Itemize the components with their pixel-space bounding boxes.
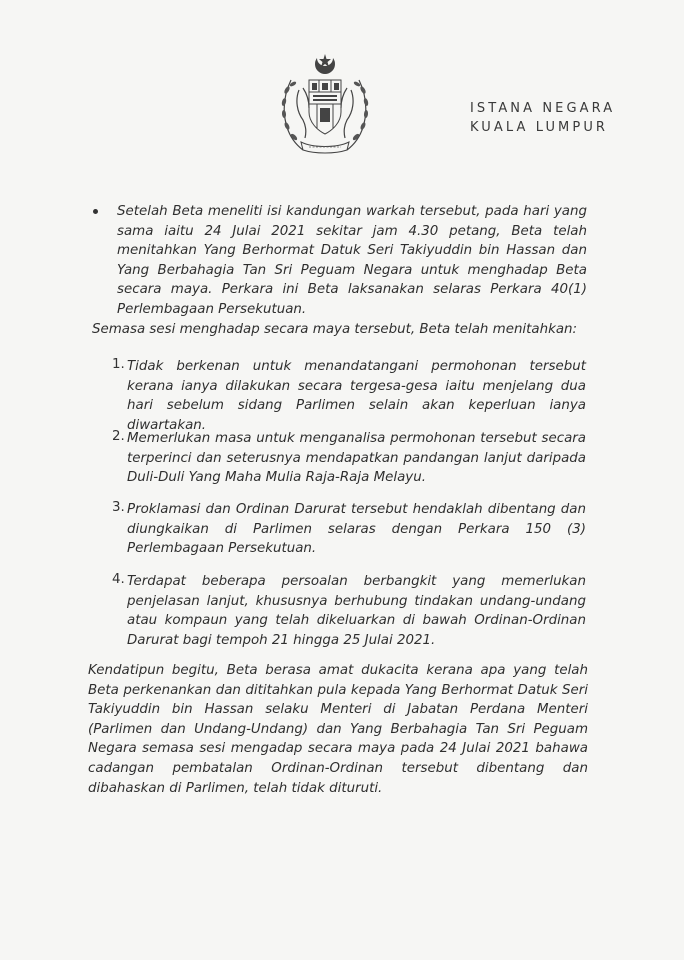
list-item-text: Terdapat beberapa persoalan berbangkit yang memerlukan penjelasan lanjut, khususnya berhubung tindakan undang-undang atau kompaun yang telah dikeluarkan di bawah Ordinan-Ordinan Darurat bagi tempoh 21 hingga 25 Julai 2021.	[127, 574, 586, 648]
list-item-number: 3.	[112, 500, 125, 515]
closing-paragraph: Kendatipun begitu, Beta berasa amat dukacita kerana apa yang telah Beta perkenankan dan dititahkan pula kepada Yang Berhormat Datuk Seri Takiyuddin bin Hassan selaku Menteri di Jabatan Perdana Menteri (Parlimen dan Undang-Undang) dan Yang Berbahagia Tan Sri Peguam Negara semasa sesi mengadap secara maya pada 24 Julai 2021 bahawa cadangan pembatalan Ordinan-Ordinan tersebut dibentang dan dibahaskan di Parlimen, telah tidak dituruti.	[88, 663, 588, 796]
bullet-icon	[93, 209, 98, 214]
list-item-text: Memerlukan masa untuk menganalisa permohonan tersebut secara terperinci dan seterusnya mendapatkan pandangan lanjut daripada Duli-Duli Yang Maha Mulia Raja-Raja Melayu.	[127, 431, 586, 486]
list-item-number: 4.	[112, 572, 125, 587]
intro-paragraph: Semasa sesi menghadap secara maya tersebut, Beta telah menitahkan:	[92, 322, 578, 337]
list-item-text: Tidak berkenan untuk menandatangani permohonan tersebut kerana ianya dilakukan secara tergesa-gesa iaitu menjelang dua hari sebelum sidang Parlimen selain akan keperluan ianya diwartakan.	[127, 359, 586, 433]
list-item-number: 2.	[112, 429, 125, 444]
letterhead-line-2: KUALA LUMPUR	[470, 120, 609, 135]
list-item-number: 1.	[112, 357, 125, 372]
letterhead-address	[470, 99, 615, 137]
letterhead-line-1: ISTANA NEGARA	[470, 101, 616, 116]
bullet-paragraph: Setelah Beta meneliti isi kandungan warkah tersebut, pada hari yang sama iaitu 24 Julai 2021 sekitar jam 4.30 petang, Beta telah menitahkan Yang Berhormat Datuk Seri Takiyuddin bin Hassan dan Yang Berbahagia Tan Sri Peguam Negara untuk menghadap Beta secara maya. Perkara ini Beta laksanakan selaras Perkara 40(1) Perlembagaan Persekutuan.	[117, 204, 587, 317]
list-item-text: Proklamasi dan Ordinan Darurat tersebut hendaklah dibentang dan diungkaikan di Parlimen selaras dengan Perkara 150 (3) Perlembagaan Persekutuan.	[127, 502, 586, 557]
coat-of-arms-icon	[273, 50, 377, 160]
